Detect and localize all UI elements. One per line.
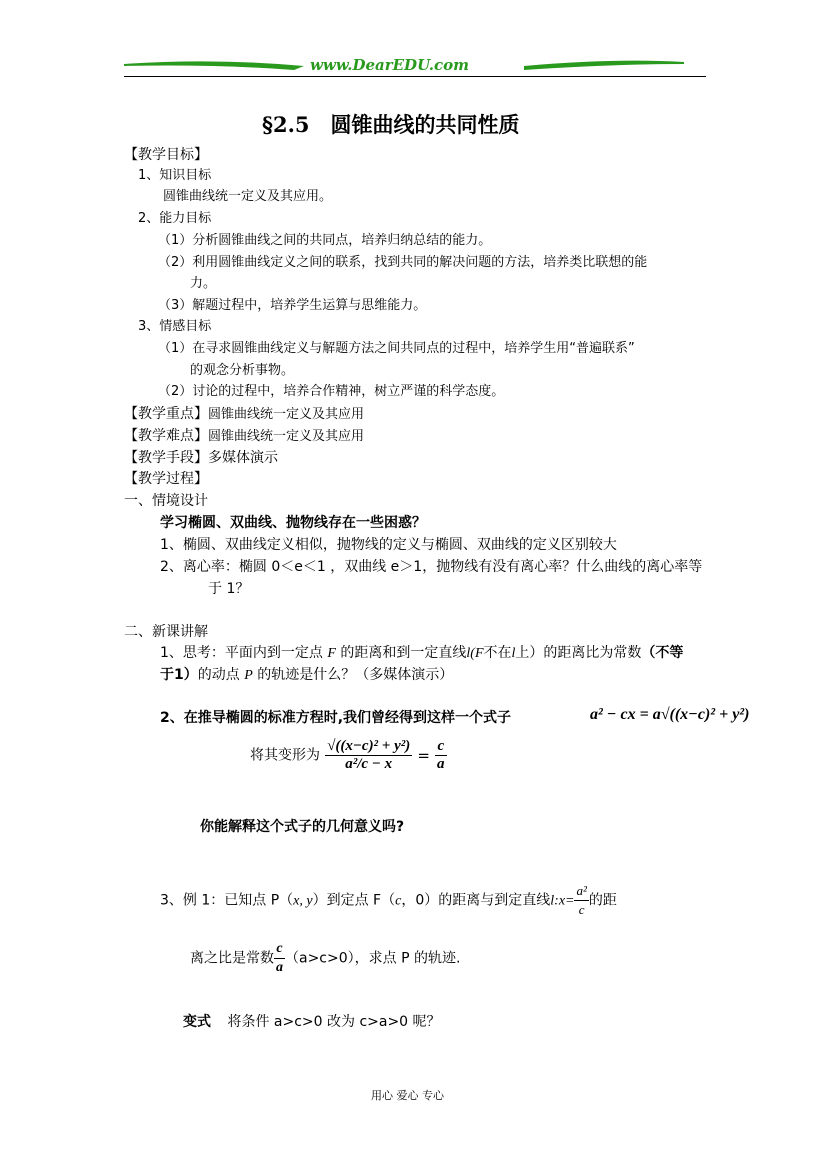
transform-label: 将其变形为 [250,747,320,764]
knowledge-goal-1: 圆锥曲线统一定义及其应用。 [163,189,333,204]
think-var-l2: l [511,646,516,661]
means-text: 多媒体演示 [208,450,278,466]
derive-line: 2、在推导椭圆的标准方程时,我们曾经得到这样一个式子 [160,710,512,726]
difficulty-row [124,427,364,445]
ability-goal-2a: （2）利用圆锥曲线定义之间的联系，找到共同的解决问题的方法，培养类比联想的能 [158,255,648,270]
example-text-4: 的距 [588,892,617,909]
header-rule [124,76,706,77]
process-label: 【教学过程】 [124,471,208,487]
example-var-c: c [395,893,402,909]
think-var-l: l [466,646,471,661]
difficulty-text: 圆锥曲线统一定义及其应用 [208,429,365,444]
section1-point-2b: 于 1？ [208,581,250,597]
think-text-2: 的距离和到一定直线 [340,645,467,661]
ability-goal-3: （3）解题过程中，培养学生运算与思维能力。 [158,298,427,313]
section1-point-1: 1、椭圆、双曲线定义相似，抛物线的定义与椭圆、双曲线的定义区别较大 [160,537,617,553]
think-text-6: 的轨迹是什么？（多媒体演示） [257,667,454,683]
example-line-1 [160,882,617,919]
emotion-goal-title: 3、情感目标 [138,319,212,334]
emotion-goal-1b: 的观念分析事物。 [190,363,295,378]
think-text-5: 的动点 [197,667,240,683]
section1-question: 学习椭圆、双曲线、抛物线存在一些困惑？ [160,515,426,531]
example-line-2 [190,940,460,977]
example-ratio-num: c [276,941,283,956]
focus-label: 【教学重点】 [124,406,208,422]
variation-row [183,1013,441,1031]
example-line-den: c [578,902,585,917]
page-footer: 用心 爱心 专心 [371,1089,444,1102]
example-text-1: 3、例 1：已知点 P（ [160,892,294,909]
emotion-goal-1a: （1）在寻求圆锥曲线定义与解题方法之间共同点的过程中，培养学生用“普遍联系” [158,341,635,356]
example-ratio-den: a [276,960,283,975]
ability-goal-2b: 力。 [190,276,217,291]
transform-row [250,738,447,773]
variation-text: 将条件 a>c>0 改为 c>a>0 呢？ [227,1014,441,1030]
geometry-question: 你能解释这个式子的几何意义吗? [200,819,405,835]
think-text-4: 上）的距离比为常数 [515,645,642,661]
page-title: §2.5 圆锥曲线的共同性质 [262,112,520,137]
example-text-2: ）到定点 F（ [312,892,396,909]
section1-point-2a: 2、离心率：椭圆 0＜e＜1 ，双曲线 e＞1，抛物线有没有离心率？什么曲线的离心率等 [160,559,703,575]
example-line-eq: l:x= [550,893,575,909]
site-logo[interactable]: www.DearEDU.com [310,56,470,74]
goals-heading: 【教学目标】 [124,147,208,163]
example-text-5: 离之比是常数 [190,950,274,967]
think-line-1 [160,644,683,663]
means-row [124,449,278,467]
focus-text: 圆锥曲线统一定义及其应用 [208,407,365,422]
think-text-1: 1、思考：平面内到一定点 [160,645,323,661]
knowledge-goal-title: 1、知识目标 [138,168,212,183]
formula-2-num: √((x−c)² + y²) [327,738,411,754]
think-bold-2: 于1） [160,667,198,683]
example-var-xy: x, y [293,893,313,909]
formula-2-den: a²/c − x [345,756,393,772]
variation-label: 变式 [183,1014,211,1030]
think-text-3: 不在 [483,645,512,661]
think-var-paren: (F [470,646,484,661]
section1-heading: 一、情境设计 [124,493,208,509]
formula-2-lhs [325,738,412,773]
example-line-frac [574,882,588,919]
think-bold-1: （不等 [641,645,684,661]
formula-2-rhs [435,738,447,773]
think-var-P: P [244,668,253,683]
difficulty-label: 【教学难点】 [124,428,208,444]
ability-goal-title: 2、能力目标 [138,211,212,226]
think-line-2 [160,666,453,685]
focus-row [124,405,364,423]
example-line-num: a² [576,883,587,898]
formula-2-rhs-den: a [437,756,445,772]
formula-2-rhs-num: c [437,738,445,754]
equals-sign: = [417,746,430,765]
example-text-3: ，0）的距离与到定直线 [401,892,551,909]
formula-1: a² − cx = a√((x−c)² + y²) [590,706,750,723]
example-ratio-frac [274,940,285,977]
example-text-6: （a>c>0），求点 P 的轨迹. [285,950,461,967]
means-label: 【教学手段】 [124,450,208,466]
think-var-F: F [327,646,336,661]
emotion-goal-2: （2）讨论的过程中，培养合作精神，树立严谨的科学态度。 [158,384,505,399]
ability-goal-1: （1）分析圆锥曲线之间的共同点，培养归纳总结的能力。 [158,233,492,248]
section2-heading: 二、新课讲解 [124,624,208,640]
